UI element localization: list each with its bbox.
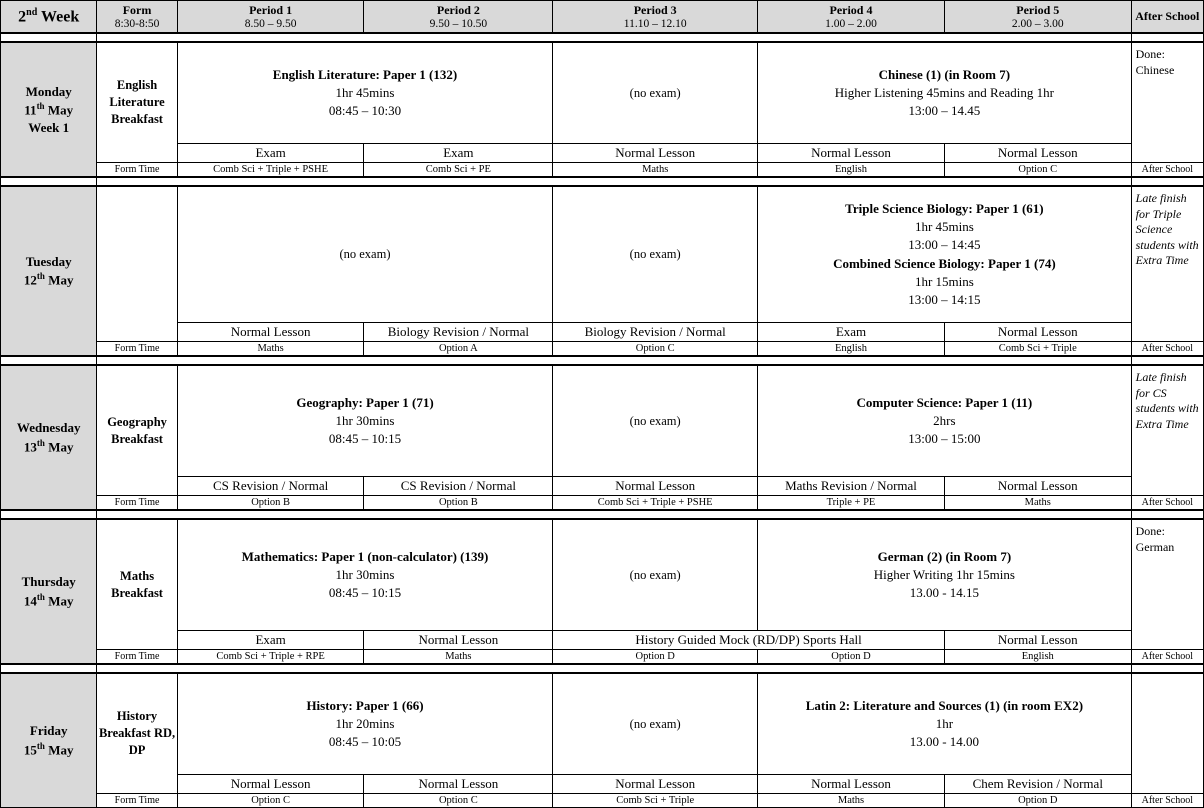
lesson-tuesday-p2: Biology Revision / Normal xyxy=(364,323,553,342)
gap-cell xyxy=(1,177,97,186)
lesson-monday-p5: Normal Lesson xyxy=(944,144,1131,163)
exam-thursday-morning: Mathematics: Paper 1 (non-calculator) (139) 1hr 30mins 08:45 – 10:15 xyxy=(177,519,553,631)
row-gap xyxy=(1,33,1204,42)
col-period-5: Period 5 2.00 – 3.00 xyxy=(944,1,1131,34)
lesson-wednesday-p2: CS Revision / Normal xyxy=(364,477,553,496)
exam-friday-morning: History: Paper 1 (66) 1hr 20mins 08:45 – 10:05 xyxy=(177,673,553,775)
lesson-monday-p2: Exam xyxy=(364,144,553,163)
lesson-friday-p1: Normal Lesson xyxy=(177,775,364,794)
form-thursday: Maths Breakfast xyxy=(97,519,177,650)
row-gap xyxy=(1,510,1204,519)
subject-wednesday-p1: Option B xyxy=(177,496,364,511)
form-time-wednesday: Form Time xyxy=(97,496,177,511)
gap-cell xyxy=(97,664,1131,673)
table-row xyxy=(1,186,1204,323)
lesson-thursday-p3-p4: History Guided Mock (RD/DP) Sports Hall xyxy=(553,631,945,650)
after-school-friday xyxy=(1131,673,1203,794)
after-school-label-monday: After School xyxy=(1131,163,1203,178)
lesson-tuesday-p5: Normal Lesson xyxy=(944,323,1131,342)
exam-wednesday-afternoon: Computer Science: Paper 1 (11) 2hrs 13:00 – 15:00 xyxy=(758,365,1132,477)
table-row xyxy=(1,163,1204,178)
gap-cell xyxy=(1131,664,1203,673)
form-monday: English Literature Breakfast xyxy=(97,42,177,163)
subject-monday-p5: Option C xyxy=(944,163,1131,178)
after-school-wednesday: Late finish for CS students with Extra Time xyxy=(1131,365,1203,496)
lesson-thursday-p1: Exam xyxy=(177,631,364,650)
period3-monday: (no exam) xyxy=(553,42,758,144)
form-friday: History Breakfast RD, DP xyxy=(97,673,177,794)
gap-cell xyxy=(97,510,1131,519)
table-row xyxy=(1,631,1204,650)
col-after-school: After School xyxy=(1131,1,1203,34)
lesson-thursday-p5: Normal Lesson xyxy=(944,631,1131,650)
exam-wednesday-morning: Geography: Paper 1 (71) 1hr 30mins 08:45 – 10:15 xyxy=(177,365,553,477)
table-row xyxy=(1,342,1204,357)
subject-monday-p2: Comb Sci + PE xyxy=(364,163,553,178)
lesson-friday-p4: Normal Lesson xyxy=(758,775,945,794)
after-school-label-tuesday: After School xyxy=(1131,342,1203,357)
table-row xyxy=(1,650,1204,665)
subject-monday-p4: English xyxy=(758,163,945,178)
row-gap xyxy=(1,356,1204,365)
subject-friday-p2: Option C xyxy=(364,794,553,808)
table-header-row xyxy=(1,1,1204,34)
day-label-thursday: Thursday 14th May xyxy=(1,519,97,664)
gap-cell xyxy=(1131,356,1203,365)
lesson-thursday-p2: Normal Lesson xyxy=(364,631,553,650)
table-row xyxy=(1,673,1204,775)
week-label: 2nd Week xyxy=(1,1,97,34)
gap-cell xyxy=(1,356,97,365)
lesson-friday-p3: Normal Lesson xyxy=(553,775,758,794)
form-time-tuesday: Form Time xyxy=(97,342,177,357)
lesson-tuesday-p4: Exam xyxy=(758,323,945,342)
exam-monday-afternoon: Chinese (1) (in Room 7) Higher Listening 45mins and Reading 1hr 13:00 – 14.45 xyxy=(758,42,1132,144)
lesson-monday-p4: Normal Lesson xyxy=(758,144,945,163)
table-row xyxy=(1,496,1204,511)
day-label-monday: Monday 11th May Week 1 xyxy=(1,42,97,177)
gap-cell xyxy=(97,177,1131,186)
subject-tuesday-p4: English xyxy=(758,342,945,357)
lesson-wednesday-p1: CS Revision / Normal xyxy=(177,477,364,496)
subject-friday-p3: Comb Sci + Triple xyxy=(553,794,758,808)
subject-wednesday-p5: Maths xyxy=(944,496,1131,511)
subject-friday-p4: Maths xyxy=(758,794,945,808)
gap-cell xyxy=(97,33,1131,42)
exam-thursday-afternoon: German (2) (in Room 7) Higher Writing 1hr 15mins 13.00 - 14.15 xyxy=(758,519,1132,631)
gap-cell xyxy=(1131,33,1203,42)
gap-cell xyxy=(1,33,97,42)
col-period-2: Period 2 9.50 – 10.50 xyxy=(364,1,553,34)
lesson-monday-p3: Normal Lesson xyxy=(553,144,758,163)
lesson-wednesday-p4: Maths Revision / Normal xyxy=(758,477,945,496)
subject-wednesday-p2: Option B xyxy=(364,496,553,511)
after-school-monday: Done: Chinese xyxy=(1131,42,1203,163)
period3-tuesday: (no exam) xyxy=(553,186,758,323)
subject-thursday-p2: Maths xyxy=(364,650,553,665)
after-school-label-friday: After School xyxy=(1131,794,1203,808)
subject-tuesday-p1: Maths xyxy=(177,342,364,357)
gap-cell xyxy=(1131,510,1203,519)
table-row xyxy=(1,775,1204,794)
after-school-label-thursday: After School xyxy=(1131,650,1203,665)
lesson-wednesday-p3: Normal Lesson xyxy=(553,477,758,496)
table-row xyxy=(1,144,1204,163)
day-label-tuesday: Tuesday 12th May xyxy=(1,186,97,356)
row-gap xyxy=(1,664,1204,673)
subject-wednesday-p4: Triple + PE xyxy=(758,496,945,511)
gap-cell xyxy=(1131,177,1203,186)
day-label-wednesday: Wednesday 13th May xyxy=(1,365,97,510)
subject-thursday-p1: Comb Sci + Triple + RPE xyxy=(177,650,364,665)
exam-tuesday-afternoon: Triple Science Biology: Paper 1 (61) 1hr 45mins 13:00 – 14:45 Combined Science Biology: Paper 1 (74) 1hr 15mins 13:00 – 14:15 xyxy=(758,186,1132,323)
exam-monday-morning: English Literature: Paper 1 (132) 1hr 45mins 08:45 – 10:30 xyxy=(177,42,553,144)
subject-monday-p1: Comb Sci + Triple + PSHE xyxy=(177,163,364,178)
form-time-thursday: Form Time xyxy=(97,650,177,665)
form-tuesday xyxy=(97,186,177,342)
period3-wednesday: (no exam) xyxy=(553,365,758,477)
col-period-4: Period 4 1.00 – 2.00 xyxy=(758,1,945,34)
lesson-wednesday-p5: Normal Lesson xyxy=(944,477,1131,496)
after-school-tuesday: Late finish for Triple Science students with Extra Time xyxy=(1131,186,1203,342)
after-school-label-wednesday: After School xyxy=(1131,496,1203,511)
col-period-1: Period 1 8.50 – 9.50 xyxy=(177,1,364,34)
table-row xyxy=(1,794,1204,808)
gap-cell xyxy=(1,510,97,519)
table-row xyxy=(1,477,1204,496)
table-row xyxy=(1,323,1204,342)
col-form: Form 8:30-8:50 xyxy=(97,1,177,34)
table-row xyxy=(1,365,1204,477)
subject-thursday-p4: Option D xyxy=(758,650,945,665)
form-wednesday: Geography Breakfast xyxy=(97,365,177,496)
subject-tuesday-p5: Comb Sci + Triple xyxy=(944,342,1131,357)
subject-friday-p5: Option D xyxy=(944,794,1131,808)
row-gap xyxy=(1,177,1204,186)
form-time-monday: Form Time xyxy=(97,163,177,178)
subject-thursday-p5: English xyxy=(944,650,1131,665)
lesson-friday-p5: Chem Revision / Normal xyxy=(944,775,1131,794)
period3-thursday: (no exam) xyxy=(553,519,758,631)
period3-friday: (no exam) xyxy=(553,673,758,775)
gap-cell xyxy=(97,356,1131,365)
subject-thursday-p3: Option D xyxy=(553,650,758,665)
lesson-friday-p2: Normal Lesson xyxy=(364,775,553,794)
subject-friday-p1: Option C xyxy=(177,794,364,808)
subject-monday-p3: Maths xyxy=(553,163,758,178)
lesson-tuesday-p1: Normal Lesson xyxy=(177,323,364,342)
subject-tuesday-p3: Option C xyxy=(553,342,758,357)
table-row xyxy=(1,42,1204,144)
exam-friday-afternoon: Latin 2: Literature and Sources (1) (in room EX2) 1hr 13.00 - 14.00 xyxy=(758,673,1132,775)
exam-tuesday-morning: (no exam) xyxy=(177,186,553,323)
table-row xyxy=(1,519,1204,631)
subject-tuesday-p2: Option A xyxy=(364,342,553,357)
col-period-3: Period 3 11.10 – 12.10 xyxy=(553,1,758,34)
form-time-friday: Form Time xyxy=(97,794,177,808)
lesson-monday-p1: Exam xyxy=(177,144,364,163)
gap-cell xyxy=(1,664,97,673)
lesson-tuesday-p3: Biology Revision / Normal xyxy=(553,323,758,342)
subject-wednesday-p3: Comb Sci + Triple + PSHE xyxy=(553,496,758,511)
after-school-thursday: Done: German xyxy=(1131,519,1203,650)
day-label-friday: Friday 15th May xyxy=(1,673,97,808)
